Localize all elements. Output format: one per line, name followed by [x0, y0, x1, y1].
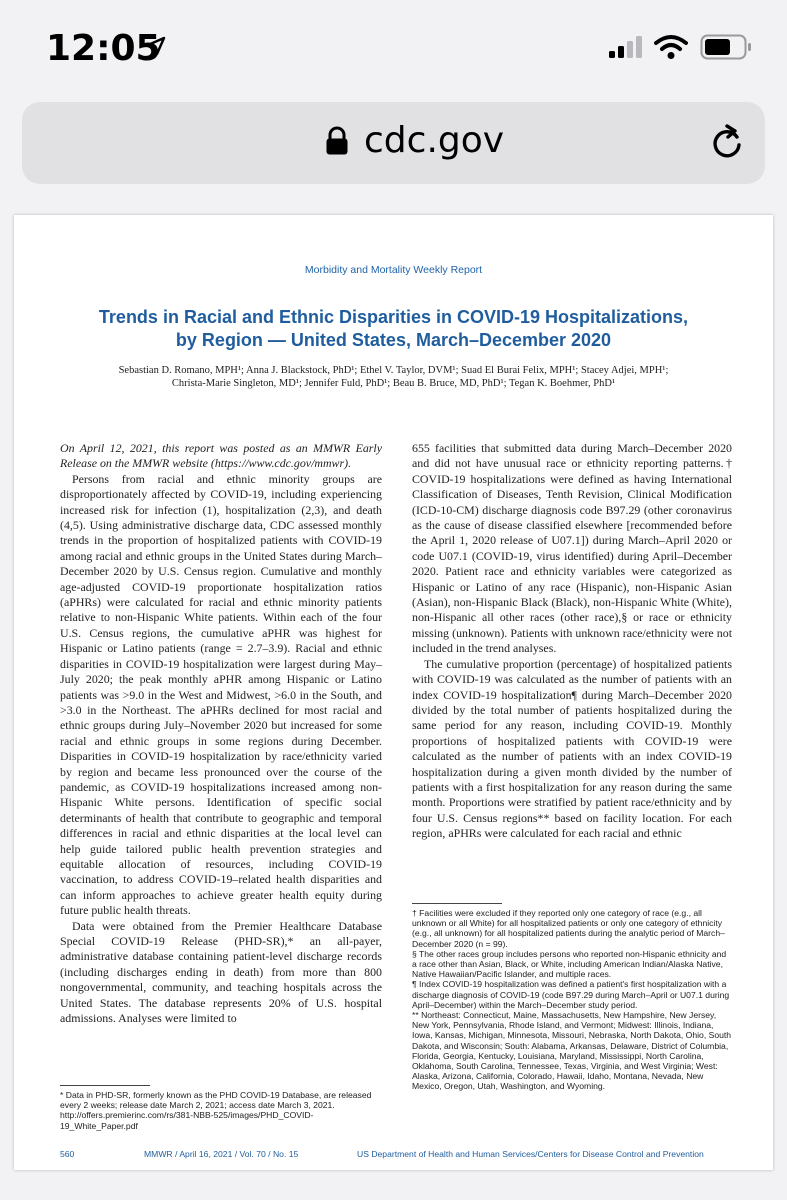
wifi-icon [654, 34, 688, 60]
document-page [14, 215, 773, 1170]
right-column [412, 441, 732, 842]
url-text[interactable]: cdc.gov [364, 120, 505, 161]
title-line-1: Trends in Racial and Ethnic Disparities in COVID-19 Hospitalizations, [98, 307, 689, 327]
author-list [74, 364, 713, 390]
footnote-rule [60, 1085, 150, 1086]
page-number: 560 [60, 1149, 75, 1159]
footnote-data: * Data in PHD-SR, formerly known as the PHD COVID-19 Database, are released every 2 weeks; release date March 2, 2021; access date March 3, 2021. http://offers.premierinc.com/rs/381-NBB-525/images/PHD_COVID-19_White_Paper.pdf [60, 1090, 372, 1131]
battery-icon [700, 34, 752, 60]
authors-line-1: Sebastian D. Romano, MPH¹; Anna J. Blackstock, PhD¹; Ethel V. Taylor, DVM¹; Suad El Burai Felix, MPH¹; Stacey Adjei, MPH¹; [118, 365, 669, 376]
status-bar [0, 0, 787, 100]
footnote-index-hospitalization: ¶ Index COVID-19 hospitalization was defined a patient's first hospitalization with a discharge diagnosis of COVID-19 (code B97.29 during March–April or U07.1 during April–December) within the March–December study period. [412, 979, 730, 1010]
department-credit: US Department of Health and Human Services/Centers for Disease Control and Prevention [357, 1149, 704, 1159]
journal-name: Morbidity and Mortality Weekly Report [304, 264, 483, 276]
summary-paragraph: Persons from racial and ethnic minority groups are disproportionately affected by COVID-19, including experiencing increased risk for infection (1), hospitalization (2,3), and death (4,5). Using administrative discharge data, CDC assessed monthly trends in the proportion of hospitalized patients with COVID-19 among racial and ethnic groups in the United States during March–December 2020 by U.S. Census region. Cumulative and monthly age-adjusted COVID-19 proportionate hospitalization ratios (aPHRs) were calculated for racial and ethnic minority patients relative to non-Hispanic White patients. Within each of the four U.S. Census regions, the cumulative aPHR was highest for Hispanic or Latino patients (range = 2.7–3.9). Racial and ethnic disparities in COVID-19 hospitalization were largest during May–July 2020; the peak monthly aPHR among Hispanic or Latino patients was >9.0 in the West and Midwest, >6.0 in the South, and >3.0 in the Northeast. The aPHRs declined for most racial and ethnic groups during July–November 2020 but increased for some racial and ethnic groups in some regions during December. Disparities in COVID-19 hospitalization by race/ethnicity varied by region and became less pronounced over the course of the pandemic, as COVID-19 hospitalizations increased among non-Hispanic White persons. Identification of specific social determinants of health that contribute to geographic and temporal differences in racial and ethnic disparities at the local level can help guide tailored public health prevention strategies and equitable allocation of resources, including COVID-19 vaccination, to address COVID-19–related health disparities and can inform approaches to achieve greater health equity during future public health threats. [60, 471, 382, 918]
location-arrow-icon [146, 36, 166, 56]
footnote-facilities: † Facilities were excluded if they reported only one category of race (e.g., all unknown or all White) for all hospitalized patients or only one category of ethnicity (e.g., all unknown) for all hospitalized patients during the analytic period of March–December 2020 (n = 99). [412, 908, 725, 949]
title-line-2: by Region — United States, March–December 2020 [175, 330, 612, 350]
right-footnotes [412, 891, 732, 1092]
data-source-paragraph: Data were obtained from the Premier Healthcare Database Special COVID-19 Release (PHD-SR),* an all-payer, administrative database containing patient-level discharge records (including discharges ending in death) from more than 800 nongovernmental, community, and teaching hospitals across the United States. The database represents 20% of U.S. hospital admissions. Analyses were limited to [60, 918, 382, 1026]
clock: 12:05 [46, 28, 161, 69]
footnote-rule [412, 903, 502, 904]
footnote-other-races: § The other races group includes persons who reported non-Hispanic ethnicity and a race other than Asian, Black, or White, including American Indian/Alaska Native, Native Hawaiian/Pacific Islander, and multiple races. [412, 948, 727, 980]
left-column [60, 441, 382, 1026]
issue-info: MMWR / April 16, 2021 / Vol. 70 / No. 15 [144, 1149, 299, 1159]
signal-icon [609, 36, 643, 58]
authors-line-2: Christa-Marie Singleton, MD¹; Jennifer Fuld, PhD¹; Beau B. Bruce, MD, PhD¹; Tegan K. Boehmer, PhD¹ [171, 378, 616, 389]
lock-icon [325, 126, 349, 156]
methods-paragraph: 655 facilities that submitted data during March–December 2020 and did not have unusual race or ethnicity reporting patterns.† COVID-19 hospitalizations were defined as having International Classification of Diseases, Tenth Revision, Clinical Modification (ICD-10-CM) discharge diagnosis code B97.29 (other coronavirus as the cause of disease classified elsewhere [recommended before the April 1, 2020 release of U07.1]) during March–April 2020 or code U07.1 (COVID-19, virus identified) during April–December 2020. Patient race and ethnicity variables were categorized as Hispanic or Latino of any race (Hispanic), non-Hispanic Asian (Asian), non-Hispanic Black (Black), non-Hispanic White (White), non-Hispanic all other races (other race),§ or race or ethnicity missing (unknown). Patients with unknown race/ethnicity were not included in the trend analyses. [412, 441, 732, 656]
early-release-note: On April 12, 2021, this report was posted as an MMWR Early Release on the MMWR website (https://www.cdc.gov/mmwr). [60, 441, 382, 471]
article-title [54, 306, 733, 352]
footnote-regions: ** Northeast: Connecticut, Maine, Massachusetts, New Hampshire, New Jersey, New York, Pennsylvania, Rhode Island, and Vermont; Midwest: Illinois, Indiana, Iowa, Kansas, Michigan, Minnesota, Missouri, Nebraska, North Dakota, Ohio, South Dakota, and Wisconsin; South: Alabama, Arkansas, Delaware, District of Columbia, Florida, Georgia, Kentucky, Louisiana, Maryland, Mississippi, North Carolina, Oklahoma, South Carolina, Tennessee, Texas, Virginia, and West Virginia; West: Alaska, Arizona, California, Colorado, Hawaii, Idaho, Montana, Nevada, New Mexico, Oregon, Utah, Washington, and Wyoming. [412, 1010, 732, 1092]
address-bar[interactable] [22, 102, 765, 184]
reload-icon[interactable] [710, 123, 744, 161]
left-footnotes [60, 1073, 382, 1131]
proportion-paragraph: The cumulative proportion (percentage) of hospitalized patients with COVID-19 was calculated as the number of patients with an index COVID-19 hospitalization¶ during March–December 2020 divided by the total number of patients hospitalized during the same period for any reason, including COVID-19. Monthly proportions of hospitalized patients with COVID-19 were calculated as the number of patients with an index COVID-19 hospitalization during a given month divided by the number of patients with a first hospitalization for any reason during the same month. Proportions were stratified by patient race/ethnicity and by four U.S. Census regions** based on facility location. For each region, aPHRs were calculated for each racial and ethnic [412, 656, 732, 841]
